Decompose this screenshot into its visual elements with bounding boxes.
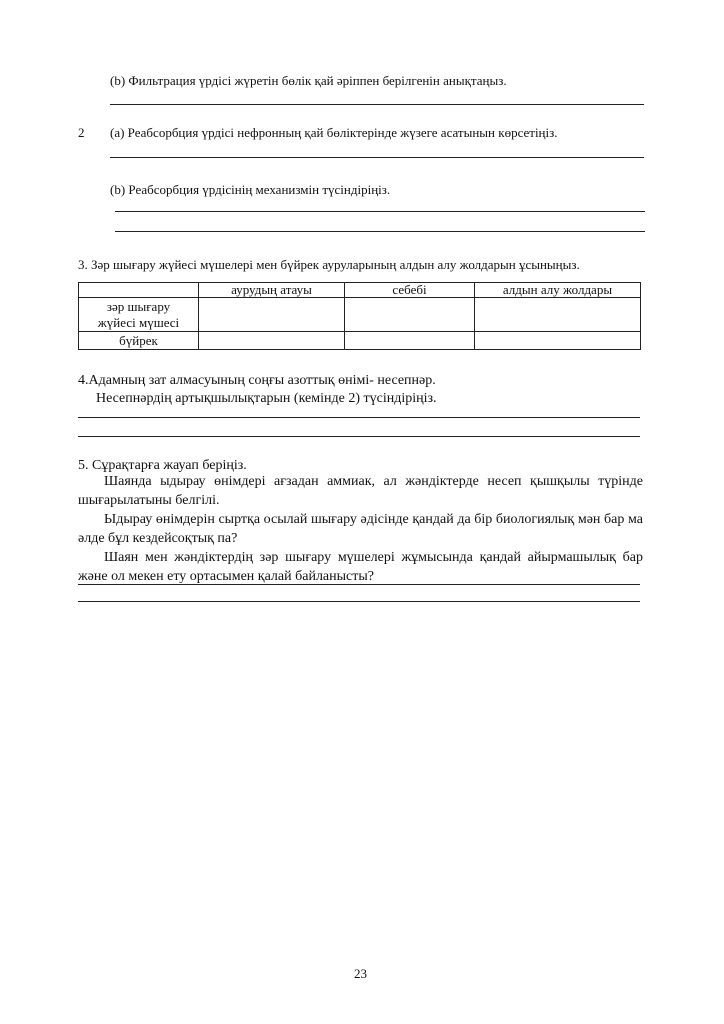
answer-line[interactable] bbox=[78, 584, 640, 585]
table-answer-cell[interactable] bbox=[345, 298, 475, 332]
table-row-label bbox=[79, 298, 199, 332]
question-5-paragraph: Шаян мен жәндіктердің зәр шығару мүшелері жұмысында қандай айырмашылық бар және ол мекен ету ортасымен қалай байланысты? bbox=[78, 550, 643, 584]
answer-line[interactable] bbox=[115, 231, 645, 232]
question-2-number: 2 bbox=[78, 125, 85, 140]
page-number: 23 bbox=[354, 966, 367, 981]
answer-line[interactable] bbox=[115, 211, 645, 212]
table-answer-cell[interactable] bbox=[199, 332, 345, 350]
prevention-table bbox=[78, 282, 641, 350]
table-header-cell: аурудың атауы bbox=[199, 283, 345, 298]
table-row bbox=[79, 298, 641, 332]
table-row-label: бүйрек bbox=[79, 332, 199, 350]
answer-line[interactable] bbox=[78, 601, 640, 602]
question-4-line1: 4.Адамның зат алмасуының соңғы азоттық өнімі- несепнәр. bbox=[78, 373, 436, 388]
question-1b-text: (b) Фильтрация үрдісі жүретін бөлік қай әріппен берілгенін анықтаңыз. bbox=[110, 73, 507, 88]
question-3-text: 3. Зәр шығару жүйесі мүшелері мен бүйрек ауруларының алдын алу жолдарын ұсыныңыз. bbox=[78, 257, 580, 272]
answer-line[interactable] bbox=[78, 417, 640, 418]
question-5-paragraph: Ыдырау өнімдерін сыртқа осылай шығару әдісінде қандай да бір биологиялық мән бар ма әлде бұл кездейсоқтық па? bbox=[78, 512, 643, 546]
table-row bbox=[79, 332, 641, 350]
table-answer-cell[interactable] bbox=[475, 332, 641, 350]
question-4-line2: Несепнәрдің артықшылықтарын (кемінде 2) түсіндіріңіз. bbox=[96, 391, 437, 406]
table-header-cell: алдын алу жолдары bbox=[475, 283, 641, 298]
table-header-row bbox=[79, 283, 641, 298]
row-label-line: жүйесі мүшесі bbox=[97, 314, 180, 330]
question-2b-text: (b) Реабсорбция үрдісінің механизмін түсіндіріңіз. bbox=[110, 182, 391, 197]
answer-line[interactable] bbox=[110, 157, 644, 158]
row-label-line: зәр шығару bbox=[106, 298, 171, 314]
question-2a-text: (a) Реабсорбция үрдісі нефронның қай бөліктерінде жүзеге асатынын көрсетіңіз. bbox=[110, 125, 558, 140]
table-header-cell: себебі bbox=[345, 283, 475, 298]
question-5-title: 5. Сұрақтарға жауап беріңіз. bbox=[78, 458, 247, 473]
table-answer-cell[interactable] bbox=[199, 298, 345, 332]
table-header-cell bbox=[79, 283, 199, 298]
answer-line[interactable] bbox=[78, 436, 640, 437]
table-answer-cell[interactable] bbox=[475, 298, 641, 332]
answer-line[interactable] bbox=[110, 104, 644, 105]
question-5-paragraph: Шаянда ыдырау өнімдері ағзадан аммиак, ал жәндіктерде несеп қышқылы түрінде шығарылатыны белгілі. bbox=[78, 474, 643, 508]
question-5-body bbox=[78, 472, 643, 586]
table-answer-cell[interactable] bbox=[345, 332, 475, 350]
